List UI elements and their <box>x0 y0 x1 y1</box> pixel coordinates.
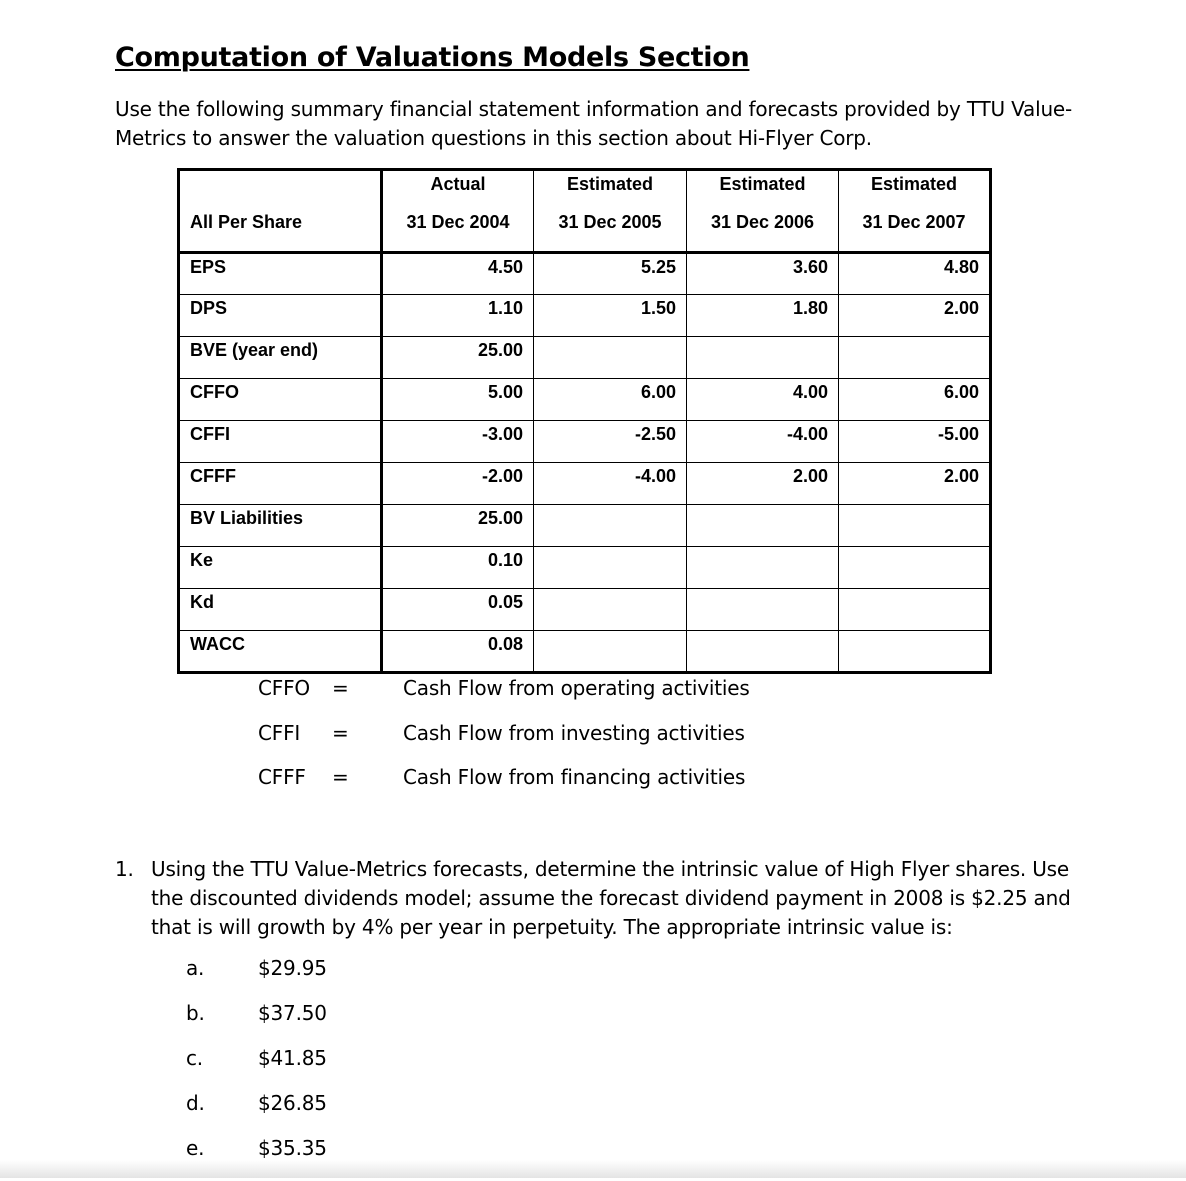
row-label: Kd <box>179 589 382 631</box>
legend-definition: Cash Flow from operating activities <box>403 676 750 700</box>
table-cell: 25.00 <box>382 505 534 547</box>
legend-equals: = <box>332 720 349 745</box>
choice-amount: $35.35 <box>258 1136 327 1160</box>
table-cell <box>687 631 839 673</box>
choice-letter: c. <box>186 1046 203 1070</box>
table-row <box>179 337 991 379</box>
row-label: BVE (year end) <box>179 337 382 379</box>
table-cell: 6.00 <box>534 379 687 421</box>
question-1 <box>115 855 1075 942</box>
table-cell <box>687 589 839 631</box>
choice-amount: $29.95 <box>258 956 327 980</box>
page-bottom-shadow <box>0 1160 1186 1178</box>
table-cell: -2.00 <box>382 463 534 505</box>
header-date: 31 Dec 2005 <box>534 198 687 253</box>
table-cell: 0.10 <box>382 547 534 589</box>
table-cell: -4.00 <box>534 463 687 505</box>
legend-abbreviation: CFFF <box>258 765 306 789</box>
table-cell: 1.50 <box>534 295 687 337</box>
table-row <box>179 463 991 505</box>
table-cell: -3.00 <box>382 421 534 463</box>
table-cell: 0.08 <box>382 631 534 673</box>
table-cell <box>687 547 839 589</box>
header-date: 31 Dec 2004 <box>382 198 534 253</box>
table-cell: 2.00 <box>839 295 991 337</box>
table-cell <box>534 631 687 673</box>
table-row <box>179 547 991 589</box>
choice-letter: d. <box>186 1091 205 1115</box>
row-label: WACC <box>179 631 382 673</box>
table-row <box>179 379 991 421</box>
choice-letter: e. <box>186 1136 205 1160</box>
row-label: CFFI <box>179 421 382 463</box>
table-cell <box>534 547 687 589</box>
choice-letter: b. <box>186 1001 205 1025</box>
table-header-date-row <box>179 198 991 253</box>
row-label: DPS <box>179 295 382 337</box>
table-cell: 4.00 <box>687 379 839 421</box>
table-cell <box>839 505 991 547</box>
question-number: 1. <box>115 857 134 881</box>
legend-equals: = <box>332 676 349 700</box>
legend-abbreviation: CFFO <box>258 676 310 700</box>
question-text: Using the TTU Value-Metrics forecasts, determine the intrinsic value of High Flyer shares. Use the discounted dividends model; assume the forecast dividend payment in 2008 is $2.25 and that is will growth by 4% per year in perpetuity. The appropriate intrinsic value is: <box>151 857 1071 939</box>
table-cell: -2.50 <box>534 421 687 463</box>
table-cell <box>534 589 687 631</box>
table-cell: 6.00 <box>839 379 991 421</box>
table-cell: 5.25 <box>534 253 687 295</box>
header-date: 31 Dec 2006 <box>687 198 839 253</box>
choice-amount: $37.50 <box>258 1001 327 1025</box>
table-row <box>179 631 991 673</box>
table-row <box>179 421 991 463</box>
table-cell <box>839 589 991 631</box>
table-cell: 1.80 <box>687 295 839 337</box>
table-cell: 1.10 <box>382 295 534 337</box>
choice-amount: $26.85 <box>258 1091 327 1115</box>
table-cell <box>534 505 687 547</box>
legend-abbreviation: CFFI <box>258 720 301 745</box>
financial-summary-table <box>177 168 992 674</box>
header-period-type: Estimated <box>687 170 839 198</box>
table-cell: 3.60 <box>687 253 839 295</box>
row-label: CFFO <box>179 379 382 421</box>
legend-definition: Cash Flow from investing activities <box>403 720 745 745</box>
table-cell: 5.00 <box>382 379 534 421</box>
intro-paragraph: Use the following summary financial statement information and forecasts provided by TTU Value-Metrics to answer the valuation questions in this section about Hi-Flyer Corp. <box>115 97 1073 150</box>
header-empty-cell <box>179 170 382 198</box>
table-cell: -5.00 <box>839 421 991 463</box>
header-row-label: All Per Share <box>179 198 382 253</box>
table-cell: 25.00 <box>382 337 534 379</box>
table-cell <box>839 337 991 379</box>
header-period-type: Actual <box>382 170 534 198</box>
header-period-type: Estimated <box>839 170 991 198</box>
row-label: BV Liabilities <box>179 505 382 547</box>
table-cell <box>839 547 991 589</box>
table-cell: 4.80 <box>839 253 991 295</box>
table-cell <box>534 337 687 379</box>
row-label: EPS <box>179 253 382 295</box>
table-cell <box>839 631 991 673</box>
table-cell: -4.00 <box>687 421 839 463</box>
legend-equals: = <box>332 765 349 789</box>
table-row <box>179 295 991 337</box>
table-cell: 4.50 <box>382 253 534 295</box>
section-title: Computation of Valuations Models Section <box>115 42 750 73</box>
table-cell: 2.00 <box>687 463 839 505</box>
table-row <box>179 505 991 547</box>
header-period-type: Estimated <box>534 170 687 198</box>
table-row <box>179 253 991 295</box>
legend-definition: Cash Flow from financing activities <box>403 765 746 789</box>
choice-amount: $41.85 <box>258 1046 327 1070</box>
table-row <box>179 589 991 631</box>
row-label: CFFF <box>179 463 382 505</box>
table-cell: 2.00 <box>839 463 991 505</box>
table-header-row <box>179 170 991 198</box>
table-cell <box>687 505 839 547</box>
table-cell: 0.05 <box>382 589 534 631</box>
header-date: 31 Dec 2007 <box>839 198 991 253</box>
row-label: Ke <box>179 547 382 589</box>
table-cell <box>687 337 839 379</box>
choice-letter: a. <box>186 956 205 980</box>
